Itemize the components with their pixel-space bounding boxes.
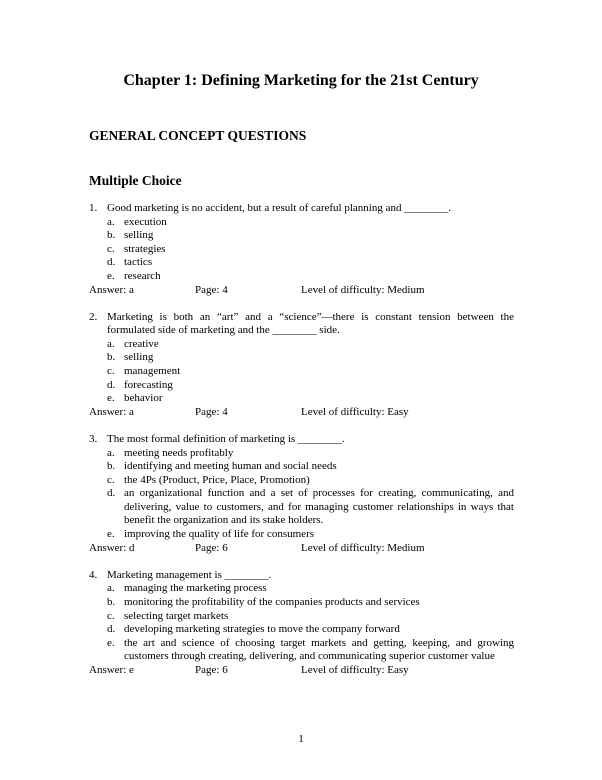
chapter-title: Chapter 1: Defining Marketing for the 21st Century [123,72,479,89]
choice-item [89,256,514,270]
choice-item [89,379,514,393]
choice-letter: b. [107,229,116,242]
choice-letter: b. [107,460,116,473]
choice-item [89,637,514,664]
choice-letter: b. [107,351,116,364]
answer-key: Answer: e [89,663,134,676]
choice-letter: c. [107,473,115,486]
question-item [89,433,514,555]
choice-item [89,487,514,528]
answer-page: Page: 4 [195,405,228,418]
answer-page: Page: 6 [195,663,228,676]
question-list [89,202,514,691]
question-text: Marketing is both an “art” and a “science”—there is constant tension between the formulated side of marketing and the ________ side. [107,310,514,337]
answer-key: Answer: a [89,283,134,296]
answer-key: Answer: d [89,541,135,554]
choice-letter: e. [107,528,115,541]
choice-text: identifying and meeting human and social needs [124,460,337,473]
choice-text: strategies [124,242,166,255]
choice-letter: a. [107,582,115,595]
question-stem [89,569,514,583]
choice-text: selling [124,351,154,364]
choice-item [89,243,514,257]
question-number: 1. [89,202,98,214]
question-item [89,202,514,297]
question-text: Marketing management is ________. [107,568,272,581]
choice-letter: a. [107,337,115,350]
choice-letter: e. [107,392,115,405]
answer-line [89,542,514,556]
choice-text: the 4Ps (Product, Price, Place, Promotion) [124,473,310,486]
choice-item [89,460,514,474]
choice-text: management [124,365,181,378]
choice-text: improving the quality of life for consumers [124,528,315,541]
question-number: 3. [89,432,98,445]
question-item [89,311,514,420]
choice-letter: c. [107,242,115,255]
choice-letter: d. [107,256,116,269]
choice-text: developing marketing strategies to move the company forward [124,623,400,636]
choice-letter: e. [107,636,115,649]
choice-item [89,351,514,365]
choice-item [89,338,514,352]
choice-text: research [124,269,161,282]
answer-page: Page: 4 [195,283,228,296]
choice-text: forecasting [124,378,173,391]
choice-letter: d. [107,378,116,391]
choice-text: execution [124,215,167,228]
question-stem [89,311,514,338]
choice-text: selling [124,229,154,242]
question-stem [89,202,514,216]
choice-letter: e. [107,269,115,282]
subsection-heading: Multiple Choice [89,173,182,188]
answer-page: Page: 6 [195,541,228,554]
choice-item [89,216,514,230]
choice-item [89,365,514,379]
question-item [89,569,514,678]
choice-list [89,338,514,406]
choice-text: an organizational function and a set of processes for creating, communicating, and delivering, value to customers, and for managing customer relationships in ways that benefit the organization and its stake holders. [124,487,514,527]
choice-text: creative [124,337,159,350]
question-stem [89,433,514,447]
choice-item [89,596,514,610]
choice-list [89,447,514,542]
choice-item [89,582,514,596]
answer-line [89,406,514,420]
choice-letter: d. [107,487,116,500]
question-text: Good marketing is no accident, but a result of careful planning and ________. [107,202,451,214]
choice-item [89,474,514,488]
section-heading: GENERAL CONCEPT QUESTIONS [89,128,307,143]
choice-letter: a. [107,215,115,228]
choice-item [89,623,514,637]
question-number: 2. [89,310,98,323]
answer-line [89,664,514,678]
choice-letter: b. [107,595,116,608]
answer-difficulty: Level of difficulty: Easy [301,405,409,418]
choice-text: meeting needs profitably [124,446,234,459]
page-number: 1 [298,733,304,745]
choice-item [89,270,514,284]
choice-text: the art and science of choosing target markets and getting, keeping, and growing customers through creating, delivering, and communicating superior customer value [124,636,514,663]
answer-difficulty: Level of difficulty: Easy [301,663,409,676]
choice-text: selecting target markets [124,609,229,622]
choice-item [89,528,514,542]
choice-letter: a. [107,446,115,459]
choice-letter: c. [107,609,115,622]
choice-list [89,216,514,284]
answer-difficulty: Level of difficulty: Medium [301,283,425,296]
choice-item [89,447,514,461]
choice-text: tactics [124,256,153,269]
choice-text: monitoring the profitability of the companies products and services [124,595,420,608]
choice-item [89,392,514,406]
answer-line [89,284,514,298]
choice-letter: d. [107,623,116,636]
choice-text: managing the marketing process [124,582,267,595]
answer-key: Answer: a [89,405,134,418]
choice-list [89,582,514,664]
choice-letter: c. [107,365,115,378]
choice-item [89,229,514,243]
question-number: 4. [89,568,98,581]
answer-difficulty: Level of difficulty: Medium [301,541,425,554]
choice-item [89,610,514,624]
choice-text: behavior [124,392,163,405]
question-text: The most formal definition of marketing is ________. [107,432,345,445]
